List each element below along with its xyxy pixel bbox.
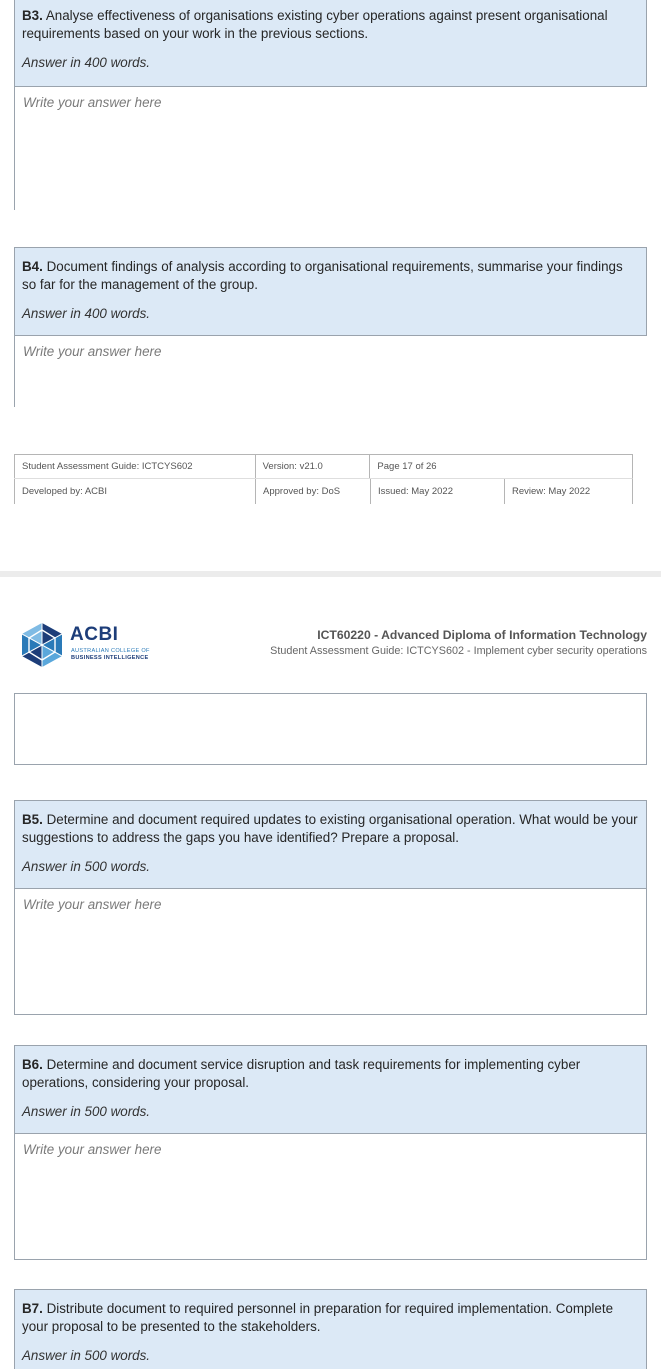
footer-review: Review: May 2022 xyxy=(504,479,633,504)
page-break xyxy=(0,571,661,577)
question-text: B5. Determine and document required updates to existing organisational operation. What would be your suggestions to address the gaps you have identified? Prepare a proposal. xyxy=(22,812,638,845)
word-limit: Answer in 400 words. xyxy=(22,55,151,70)
logo-line-1: AUSTRALIAN COLLEGE OF xyxy=(71,648,150,654)
answer-placeholder: Write your answer here xyxy=(23,344,162,359)
acbi-logo xyxy=(18,622,178,668)
page-footer xyxy=(14,454,633,504)
logo-line-2: BUSINESS INTELLIGENCE xyxy=(71,655,149,661)
answer-field[interactable] xyxy=(14,87,647,210)
footer-row xyxy=(14,479,633,504)
acbi-hexagon-icon xyxy=(18,622,66,668)
question-text: B6. Determine and document service disruption and task requirements for implementing cyber operations, considering your proposal. xyxy=(22,1057,581,1090)
question-b7 xyxy=(14,1289,647,1369)
question-header xyxy=(14,800,647,889)
footer-row xyxy=(14,454,633,479)
word-limit: Answer in 500 words. xyxy=(22,1104,151,1119)
word-limit: Answer in 400 words. xyxy=(22,306,151,321)
word-limit: Answer in 500 words. xyxy=(22,859,151,874)
answer-field[interactable] xyxy=(14,336,647,407)
answer-placeholder: Write your answer here xyxy=(23,1142,162,1157)
answer-placeholder: Write your answer here xyxy=(23,95,162,110)
question-b3 xyxy=(14,0,647,210)
guide-subtitle: Student Assessment Guide: ICTCYS602 - Implement cyber security operations xyxy=(270,645,647,657)
answer-continuation-box[interactable] xyxy=(14,693,647,765)
footer-approved: Approved by: DoS xyxy=(255,479,370,504)
answer-placeholder: Write your answer here xyxy=(23,897,162,912)
question-text: B4. Document findings of analysis according to organisational requirements, summarise your findings so far for the management of the group. xyxy=(22,259,623,292)
footer-guide: Student Assessment Guide: ICTCYS602 xyxy=(14,455,255,478)
question-text: B3. Analyse effectiveness of organisations existing cyber operations against present organisational requirements based on your work in the previous sections. xyxy=(22,8,608,41)
question-header xyxy=(14,247,647,336)
footer-page-number: Page 17 of 26 xyxy=(369,455,632,478)
footer-developed: Developed by: ACBI xyxy=(14,479,255,504)
question-b4 xyxy=(14,247,647,407)
question-b6 xyxy=(14,1045,647,1260)
logo-name: ACBI xyxy=(70,624,119,645)
answer-field[interactable] xyxy=(14,889,647,1015)
footer-version: Version: v21.0 xyxy=(255,455,370,478)
course-title: ICT60220 - Advanced Diploma of Information Technology xyxy=(317,628,647,642)
question-header xyxy=(14,1045,647,1134)
answer-field[interactable] xyxy=(14,1134,647,1260)
word-limit: Answer in 500 words. xyxy=(22,1348,151,1363)
question-header xyxy=(14,0,647,87)
question-b5 xyxy=(14,800,647,1015)
question-header xyxy=(14,1289,647,1369)
question-text: B7. Distribute document to required personnel in preparation for required implementation. Complete your proposal to be presented to the stakeholders. xyxy=(22,1301,614,1334)
footer-issued: Issued: May 2022 xyxy=(370,479,504,504)
